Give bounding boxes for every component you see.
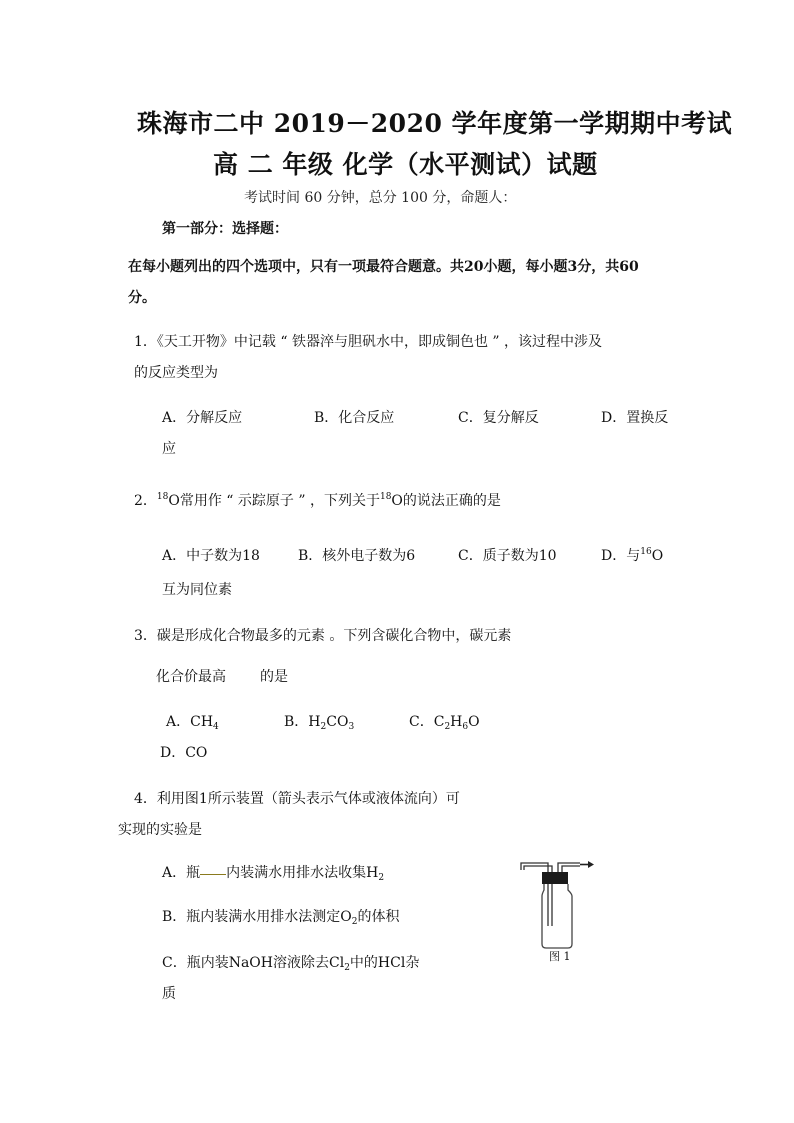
part1-heading: 第一部分：选择题： — [162, 221, 288, 237]
q3-option-c-mid: H — [450, 714, 463, 730]
q4-stem-line1: 4．利用图1所示装置（箭头表示气体或液体流向）可 — [134, 791, 460, 807]
q3-option-b[interactable] — [284, 711, 354, 731]
q3-option-c-sub1: 2 — [444, 722, 451, 732]
q4-option-b[interactable] — [162, 906, 400, 926]
q2-isotope-sup1: 18 — [156, 492, 169, 502]
exam-title-line2: 高 二 年级 化学（水平测试）试题 — [213, 150, 598, 179]
q4-option-b-pre: B．瓶内装满水用排水法测定O — [162, 909, 352, 925]
q1-option-b[interactable]: B．化合反应 — [314, 410, 395, 426]
part1-instruction-line1: 在每小题列出的四个选项中，只有一项最符合题意。共20小题，每小题3分，共60 — [128, 259, 639, 275]
q2-stem-mid: O常用作 “ 示踪原子 ” ，下列关于 — [168, 493, 380, 509]
q1-option-a[interactable]: A．分解反应 — [162, 410, 243, 426]
q4-stem-line2: 实现的实验是 — [118, 822, 202, 838]
q1-option-d[interactable]: D．置换反 — [601, 410, 669, 426]
q2-isotope-sup2: 18 — [379, 492, 392, 502]
q2-option-d-wrap: 互为同位素 — [162, 582, 232, 598]
figure-caption: 图 1 — [549, 950, 571, 963]
q4-option-c-pre: C．瓶内装NaOH溶液除去Cl — [162, 955, 345, 971]
q3-option-c-post: O — [468, 714, 480, 730]
q3-option-a[interactable] — [166, 711, 219, 731]
q3-option-a-sub: 4 — [213, 722, 219, 732]
q3-option-b-mid: CO — [326, 714, 349, 730]
q4-option-a-blank — [200, 874, 226, 875]
exam-title-line1: 珠海市二中 2019－2020 学年度第一学期期中考试 — [137, 109, 733, 138]
q4-option-b-post: 的体积 — [357, 909, 400, 925]
q2-stem — [134, 490, 501, 510]
q3-option-c-sub2: 6 — [462, 722, 469, 732]
bottle-body — [542, 884, 572, 948]
q2-option-c[interactable]: C．质子数为10 — [458, 548, 557, 564]
q3-option-d[interactable]: D．CO — [160, 745, 208, 761]
q3-option-b-sub2: 3 — [348, 722, 355, 732]
q4-option-a-post: 内装满水用排水法收集H — [226, 865, 379, 881]
q4-option-c-post: 中的HCl杂 — [349, 955, 420, 971]
q1-option-d-wrap: 应 — [162, 441, 176, 457]
exam-info: 考试时间 60 分钟，总分 100 分，命题人： — [244, 190, 517, 206]
q4-option-a[interactable] — [162, 862, 384, 882]
q4-option-c-sub: 2 — [344, 963, 350, 973]
rubber-stopper — [542, 872, 568, 884]
q1-stem-line1: 1．《天工开物》中记载 “ 铁器淬与胆矾水中，即成铜色也 ” ，该过程中涉及 — [134, 334, 603, 350]
q3-stem-line2b: 的是 — [260, 669, 288, 685]
q3-option-c-pre: C．C — [409, 714, 445, 730]
q4-option-b-sub: 2 — [351, 917, 358, 927]
q2-number: 2． — [134, 493, 157, 509]
q3-option-c[interactable] — [409, 711, 480, 731]
q3-option-b-sub1: 2 — [320, 722, 327, 732]
q4-option-a-sub: 2 — [378, 873, 385, 883]
flow-arrow-icon — [588, 861, 594, 868]
q1-option-c[interactable]: C．复分解反 — [458, 410, 539, 426]
q2-option-d-pre: D．与 — [601, 548, 641, 564]
q4-option-a-pre: A．瓶 — [162, 865, 201, 881]
q3-option-b-pre: B．H — [284, 714, 321, 730]
q3-stem-line1: 3．碳是形成化合物最多的元素 。下列含碳化合物中，碳元素 — [134, 628, 512, 644]
q2-option-d[interactable] — [601, 545, 663, 565]
q1-stem-line2: 的反应类型为 — [134, 365, 218, 381]
q3-option-a-pre: A．CH — [166, 714, 214, 730]
q2-option-d-sup: 16 — [640, 547, 652, 557]
q2-option-d-post: O — [651, 548, 664, 564]
q4-option-c[interactable] — [162, 952, 419, 972]
q4-option-c-wrap: 质 — [162, 986, 176, 1002]
q3-stem-line2a: 化合价最高 — [156, 669, 226, 685]
q2-option-a[interactable]: A．中子数为18 — [162, 548, 260, 564]
q2-stem-end: O的说法正确的是 — [391, 493, 501, 509]
q2-option-b[interactable]: B．核外电子数为6 — [298, 548, 416, 564]
gas-bottle-figure — [518, 856, 598, 952]
part1-instruction-line2: 分。 — [128, 290, 156, 306]
